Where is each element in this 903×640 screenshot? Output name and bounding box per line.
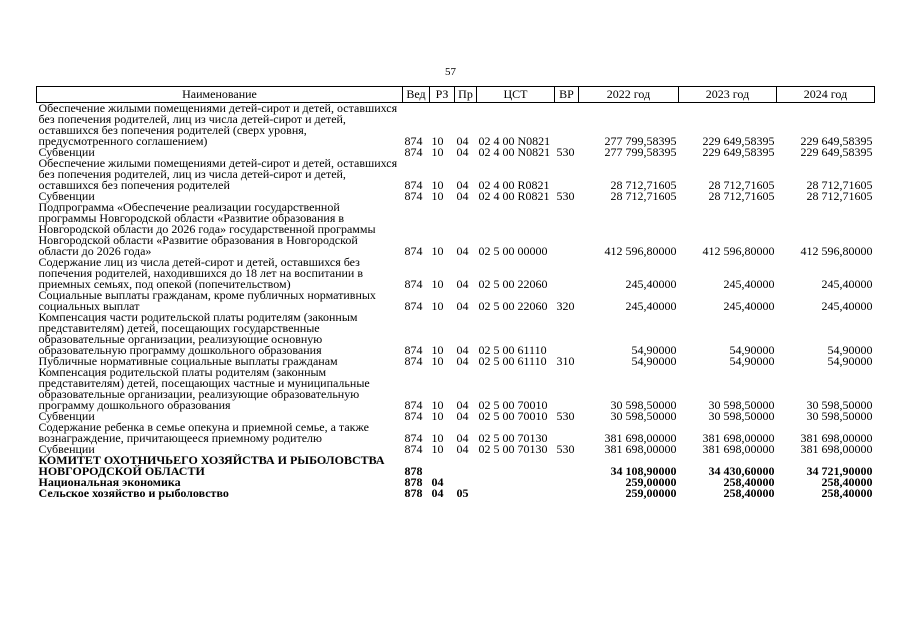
cell-rz: 10 <box>431 431 444 445</box>
cell-y2022: 381 698,00000 <box>604 442 677 456</box>
cell-vr <box>555 488 579 499</box>
cell-cst <box>477 477 555 488</box>
cell-rz: 10 <box>431 189 444 203</box>
cell-vr <box>555 367 579 411</box>
cell-cst: 02 5 00 61110 <box>478 343 547 357</box>
cell-rz <box>430 455 455 477</box>
cell-rz: 10 <box>431 442 444 456</box>
table-row <box>37 488 875 499</box>
cell-ved: 874 <box>404 145 423 159</box>
cell-y2024: 229 649,58395 <box>800 134 873 148</box>
cell-pr: 04 <box>456 398 469 412</box>
cell-y2023: 54,90000 <box>729 354 775 368</box>
cell-y2024: 30 598,50000 <box>806 398 873 412</box>
cell-pr: 05 <box>456 486 469 500</box>
cell-rz: 10 <box>431 134 444 148</box>
table-row <box>37 103 875 148</box>
cell-rz: 10 <box>431 299 444 313</box>
cell-name: Субвенции <box>38 409 95 423</box>
cell-y2023: 258,40000 <box>723 475 775 489</box>
cell-y2024: 54,90000 <box>827 354 873 368</box>
cell-vr: 530 <box>556 189 575 203</box>
cell-name: Обеспечение жилыми помещениями детей-сирот и детей, оставшихся без попечения родителей, лиц из числа детей-сирот и детей, оставшихся без попечения родителей (сверх уровня, предусмотренного соглашением) <box>38 101 398 148</box>
table-row <box>37 455 875 477</box>
header-name: Наименование <box>37 87 403 103</box>
cell-name: Субвенции <box>38 442 95 456</box>
cell-rz: 10 <box>431 145 444 159</box>
cell-name: Национальная экономика <box>38 475 181 489</box>
header-pr: Пр <box>455 87 477 103</box>
cell-y2024: 229 649,58395 <box>800 145 873 159</box>
table-row <box>37 158 875 191</box>
cell-ved: 874 <box>404 189 423 203</box>
cell-vr <box>555 422 579 444</box>
cell-cst: 02 5 00 00000 <box>478 244 548 258</box>
cell-ved: 874 <box>404 178 423 192</box>
cell-y2024: 412 596,80000 <box>800 244 873 258</box>
cell-name: Публичные нормативные социальные выплаты гражданам <box>38 354 338 368</box>
cell-pr: 04 <box>456 343 469 357</box>
cell-pr: 04 <box>456 178 469 192</box>
cell-y2024: 30 598,50000 <box>806 409 873 423</box>
cell-vr: 310 <box>556 354 575 368</box>
cell-y2023: 381 698,00000 <box>702 442 775 456</box>
cell-name: Субвенции <box>38 189 95 203</box>
cell-name: Содержание ребенка в семье опекуна и приемной семье, а также вознаграждение, причитающееся приемному родителю <box>38 420 369 445</box>
cell-vr <box>555 455 579 477</box>
cell-vr: 530 <box>556 145 575 159</box>
cell-y2023: 229 649,58395 <box>702 145 775 159</box>
cell-y2022: 277 799,58395 <box>604 134 677 148</box>
cell-ved: 874 <box>404 134 423 148</box>
cell-vr <box>555 103 579 148</box>
cell-name: КОМИТЕТ ОХОТНИЧЬЕГО ХОЗЯЙСТВА И РЫБОЛОВСТВА НОВГОРОДСКОЙ ОБЛАСТИ <box>38 453 385 478</box>
cell-vr <box>555 477 579 488</box>
cell-vr <box>555 312 579 356</box>
cell-y2022: 412 596,80000 <box>604 244 677 258</box>
cell-cst <box>477 455 555 477</box>
cell-y2023: 30 598,50000 <box>708 398 775 412</box>
cell-rz: 10 <box>431 409 444 423</box>
cell-cst: 02 4 00 R0821 <box>478 178 550 192</box>
cell-rz: 10 <box>431 343 444 357</box>
cell-ved: 874 <box>404 442 423 456</box>
cell-rz: 10 <box>431 244 444 258</box>
table-row <box>37 367 875 411</box>
cell-ved: 874 <box>404 431 423 445</box>
cell-cst: 02 5 00 70130 <box>478 442 548 456</box>
cell-y2022: 259,00000 <box>625 475 677 489</box>
cell-vr: 530 <box>556 442 575 456</box>
cell-y2024: 28 712,71605 <box>806 178 873 192</box>
cell-vr: 320 <box>556 299 575 313</box>
cell-vr <box>555 158 579 191</box>
cell-y2023: 28 712,71605 <box>708 189 775 203</box>
cell-y2022: 245,40000 <box>625 299 677 313</box>
table-row <box>37 202 875 257</box>
cell-rz: 10 <box>431 354 444 368</box>
cell-y2023: 34 430,60000 <box>708 464 775 478</box>
cell-name: Подпрограмма «Обеспечение реализации государственной программы Новгородской области «Развитие образования в Новгородской области до 2026 года» государственной программы Новгородской области «Развитие образования в Новгородской области до 2026 года» <box>38 200 376 258</box>
cell-cst: 02 5 00 22060 <box>478 299 548 313</box>
cell-y2024: 245,40000 <box>821 277 873 291</box>
cell-y2023: 54,90000 <box>729 343 775 357</box>
cell-ved: 874 <box>404 398 423 412</box>
cell-ved: 874 <box>404 277 423 291</box>
cell-ved: 878 <box>404 486 423 500</box>
cell-name: Обеспечение жилыми помещениями детей-сирот и детей, оставшихся без попечения родителей, лиц из числа детей-сирот и детей, оставшихся без попечения родителей <box>38 156 398 192</box>
cell-y2022: 28 712,71605 <box>610 178 677 192</box>
cell-vr <box>555 257 579 290</box>
cell-pr: 04 <box>456 354 469 368</box>
header-rz: РЗ <box>430 87 455 103</box>
cell-pr: 04 <box>456 189 469 203</box>
cell-y2022: 54,90000 <box>631 354 677 368</box>
cell-name: Компенсация части родительской платы родителям (законным представителям) детей, посещающих государственные образовательные организации, реализующие основную образовательную программу дошкольного образования <box>38 310 358 357</box>
cell-y2023: 258,40000 <box>723 486 775 500</box>
cell-ved: 874 <box>404 409 423 423</box>
cell-y2022: 277 799,58395 <box>604 145 677 159</box>
cell-y2022: 34 108,90000 <box>610 464 677 478</box>
cell-y2022: 259,00000 <box>625 486 677 500</box>
cell-cst: 02 5 00 22060 <box>478 277 548 291</box>
cell-y2023: 412 596,80000 <box>702 244 775 258</box>
budget-table <box>36 86 875 499</box>
cell-y2022: 54,90000 <box>631 343 677 357</box>
cell-pr: 04 <box>456 442 469 456</box>
page-number: 57 <box>445 66 456 78</box>
cell-y2022: 30 598,50000 <box>610 409 677 423</box>
cell-rz: 10 <box>431 277 444 291</box>
cell-y2024: 381 698,00000 <box>800 442 873 456</box>
cell-pr: 04 <box>456 145 469 159</box>
cell-y2022: 381 698,00000 <box>604 431 677 445</box>
cell-y2023: 381 698,00000 <box>702 431 775 445</box>
cell-y2024: 258,40000 <box>821 475 873 489</box>
cell-cst: 02 4 00 N0821 <box>478 134 551 148</box>
cell-cst <box>477 488 555 499</box>
cell-name: Субвенции <box>38 145 95 159</box>
table-row <box>37 290 875 312</box>
cell-ved: 878 <box>404 464 423 478</box>
cell-rz: 10 <box>431 178 444 192</box>
cell-cst: 02 5 00 70010 <box>478 398 548 412</box>
cell-name: Компенсация родительской платы родителям (законным представителям) детей, посещающих частные и муниципальные образовательные организации, реализующие образовательную программу дошкольного образования <box>38 365 370 412</box>
cell-ved: 878 <box>404 475 423 489</box>
cell-y2023: 28 712,71605 <box>708 178 775 192</box>
cell-name: Содержание лиц из числа детей-сирот и детей, оставшихся без попечения родителей, находившихся до 18 лет на воспитании в приемных семьях, под опекой (попечительством) <box>38 255 363 291</box>
cell-y2023: 245,40000 <box>723 299 775 313</box>
cell-y2024: 381 698,00000 <box>800 431 873 445</box>
cell-cst: 02 4 00 R0821 <box>478 189 550 203</box>
cell-name: Социальные выплаты гражданам, кроме публичных нормативных социальных выплат <box>38 288 376 313</box>
cell-cst: 02 4 00 N0821 <box>478 145 551 159</box>
cell-pr: 04 <box>456 277 469 291</box>
cell-pr: 04 <box>456 134 469 148</box>
cell-y2023: 30 598,50000 <box>708 409 775 423</box>
cell-pr <box>455 455 477 477</box>
cell-pr: 04 <box>456 409 469 423</box>
cell-cst: 02 5 00 61110 <box>478 354 547 368</box>
header-2022: 2022 год <box>579 87 679 103</box>
table-row <box>37 312 875 356</box>
cell-y2024: 28 712,71605 <box>806 189 873 203</box>
cell-rz: 10 <box>431 398 444 412</box>
cell-vr <box>555 202 579 257</box>
cell-y2022: 245,40000 <box>625 277 677 291</box>
cell-y2024: 258,40000 <box>821 486 873 500</box>
table-row <box>37 257 875 290</box>
cell-y2023: 229 649,58395 <box>702 134 775 148</box>
header-2023: 2023 год <box>679 87 777 103</box>
cell-cst: 02 5 00 70010 <box>478 409 548 423</box>
cell-rz: 04 <box>431 486 444 500</box>
cell-ved: 874 <box>404 244 423 258</box>
cell-y2023: 245,40000 <box>723 277 775 291</box>
cell-ved: 874 <box>404 299 423 313</box>
cell-y2024: 34 721,90000 <box>806 464 873 478</box>
cell-y2022: 30 598,50000 <box>610 398 677 412</box>
header-ved: Вед <box>403 87 430 103</box>
cell-pr: 04 <box>456 431 469 445</box>
header-2024: 2024 год <box>777 87 875 103</box>
cell-pr: 04 <box>456 299 469 313</box>
cell-name: Сельское хозяйство и рыболовство <box>38 486 229 500</box>
cell-rz: 04 <box>431 475 444 489</box>
cell-ved: 874 <box>404 343 423 357</box>
header-cst: ЦСТ <box>477 87 555 103</box>
cell-pr: 04 <box>456 244 469 258</box>
cell-y2022: 28 712,71605 <box>610 189 677 203</box>
cell-ved: 874 <box>404 354 423 368</box>
cell-cst: 02 5 00 70130 <box>478 431 548 445</box>
header-vr: ВР <box>555 87 579 103</box>
cell-vr: 530 <box>556 409 575 423</box>
cell-y2024: 54,90000 <box>827 343 873 357</box>
table-row <box>37 422 875 444</box>
cell-y2024: 245,40000 <box>821 299 873 313</box>
